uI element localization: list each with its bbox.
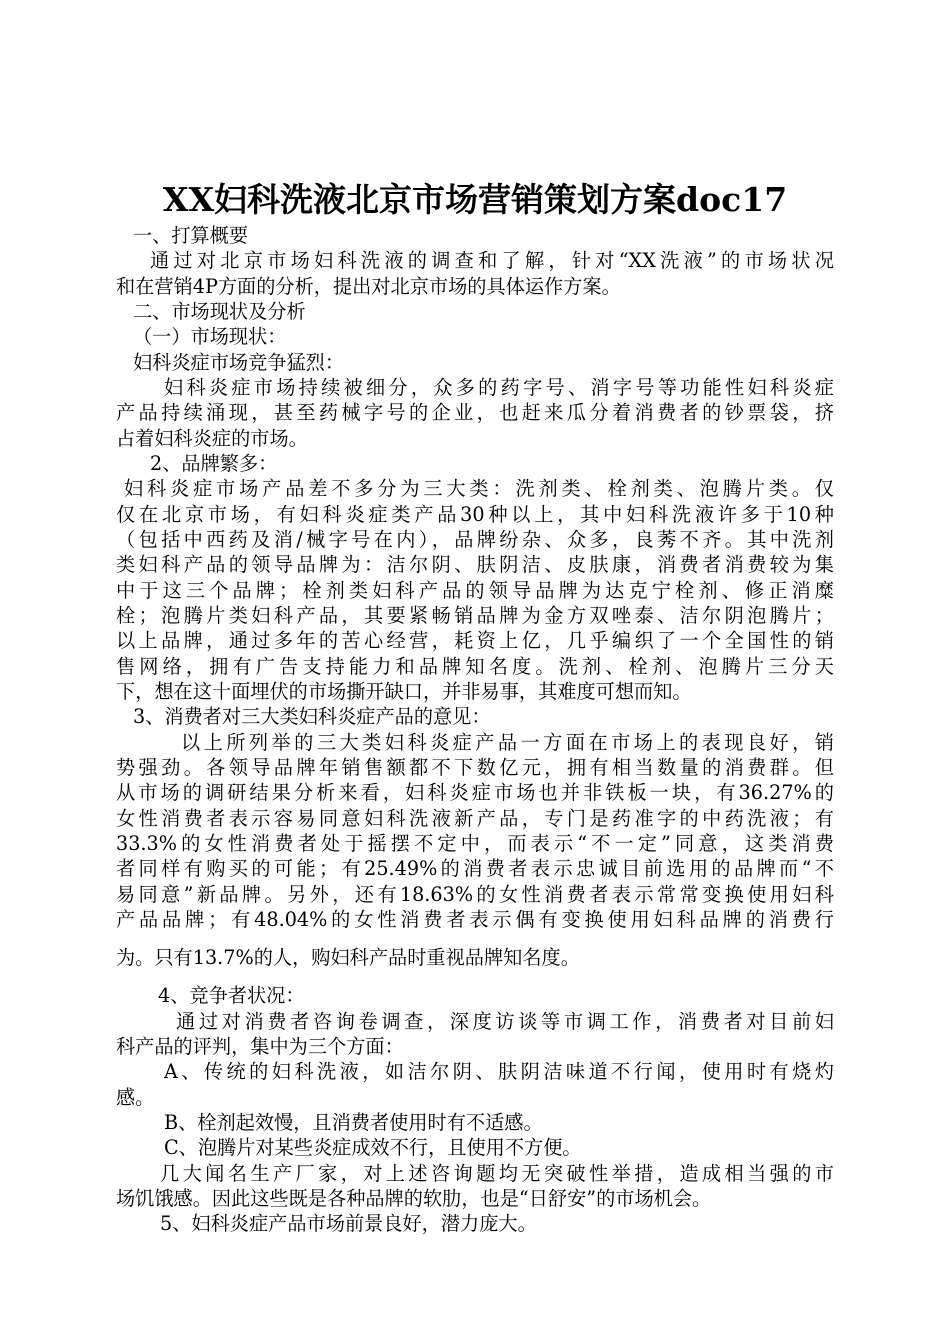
subsection-heading: 4、竞争者状况： [158,984,305,1007]
subsection-heading: 妇科炎症市场竞争猛烈： [133,351,345,374]
paragraph-line: 场饥饿感。因此这些既是各种品牌的软肋，也是“日舒安”的市场机会。 [116,1187,712,1210]
paragraph-line: 为。只有13.7%的人，购妇科产品时重视品牌知名度。 [116,946,580,969]
paragraph-line: 女性消费者表示容易同意妇科洗液新产品，专门是药准字的中药洗液；有 [116,807,834,830]
paragraph-line: 通过对消费者咨询卷调查，深度访谈等市调工作，消费者对目前妇 [176,1010,834,1033]
paragraph-line: 仅在北京市场，有妇科炎症类产品30种以上，其中妇科洗液许多于10种 [116,503,834,526]
paragraph-line: 33.3%的女性消费者处于摇摆不定中，而表示“不一定”同意，这类消费 [116,832,834,855]
paragraph-line: 以上品牌，通过多年的苦心经营，耗资上亿，几乎编织了一个全国性的销 [116,629,834,652]
subsection-heading: 2、品牌繁多： [150,452,278,475]
paragraph-line: 产品品牌；有48.04%的女性消费者表示偶有变换使用妇科品牌的消费行 [116,908,834,931]
paragraph-line: 易同意”新品牌。另外，还有18.63%的女性消费者表示常常变换使用妇科 [116,883,834,906]
paragraph-line: 占着妇科炎症的市场。 [116,427,308,450]
paragraph-line: 售网络，拥有广告支持能力和品牌知名度。洗剂、栓剂、泡腾片三分天 [116,655,834,678]
paragraph-line: 从市场的调研结果分析来看，妇科炎症市场也并非铁板一块，有36.27%的 [116,781,834,804]
paragraph-line: 通过对北京市场妇科洗液的调查和了解，针对“XX洗液”的市场状况 [150,249,834,272]
document-title: XX妇科洗液北京市场营销策划方案doc17 [162,180,788,219]
list-item: B、栓剂起效慢，且消费者使用时有不适感。 [164,1111,543,1134]
paragraph-line: 感。 [116,1086,155,1109]
subsection-heading: 5、妇科炎症产品市场前景良好，潜力庞大。 [160,1212,537,1235]
paragraph-line: 类妇科产品的领导品牌为：洁尔阴、肤阴洁、皮肤康，消费者消费较为集 [116,553,834,576]
paragraph-line: （包括中西药及消/械字号在内），品牌纷杂、众多，良莠不齐。其中洗剂 [116,528,834,551]
paragraph-line: 产品持续涌现，甚至药械字号的企业，也赶来瓜分着消费者的钞票袋，挤 [116,401,834,424]
paragraph-line: 妇科炎症市场持续被细分，众多的药字号、消字号等功能性妇科炎症 [164,376,834,399]
paragraph-line: 中于这三个品牌；栓剂类妇科产品的领导品牌为达克宁栓剂、修正消糜 [116,579,834,602]
section-heading: 二、市场现状及分析 [133,300,306,323]
paragraph-line: 几大闻名生产厂家，对上述咨询题均无突破性举措，造成相当强的市 [160,1162,834,1185]
paragraph-line: 以上所列举的三大类妇科炎症产品一方面在市场上的表现良好，销 [181,731,834,754]
subsection-heading: 3、消费者对三大类妇科炎症产品的意见： [133,705,491,728]
paragraph-line: 妇科炎症市场产品差不多分为三大类：洗剂类、栓剂类、泡腾片类。仅 [124,477,834,500]
list-item: A、传统的妇科洗液，如洁尔阴、肤阴洁味道不行闻，使用时有烧灼 [164,1060,834,1083]
subsection-heading: （一）市场现状： [133,325,287,348]
paragraph-line: 栓；泡腾片类妇科产品，其要紧畅销品牌为金方双唑泰、洁尔阴泡腾片； [116,604,834,627]
paragraph-line: 科产品的评判，集中为三个方面： [116,1035,404,1058]
paragraph-line: 势强劲。各领导品牌年销售额都不下数亿元，拥有相当数量的消费群。但 [116,756,834,779]
section-heading: 一、打算概要 [133,224,249,247]
paragraph-line: 和在营销4P方面的分析，提出对北京市场的具体运作方案。 [116,275,621,298]
list-item: C、泡腾片对某些炎症成效不行，且使用不方便。 [164,1136,582,1159]
paragraph-line: 下，想在这十面埋伏的市场撕开缺口，并非易事，其难度可想而知。 [116,680,692,703]
paragraph-line: 者同样有购买的可能；有25.49%的消费者表示忠诚目前选用的品牌而“不 [116,857,834,880]
